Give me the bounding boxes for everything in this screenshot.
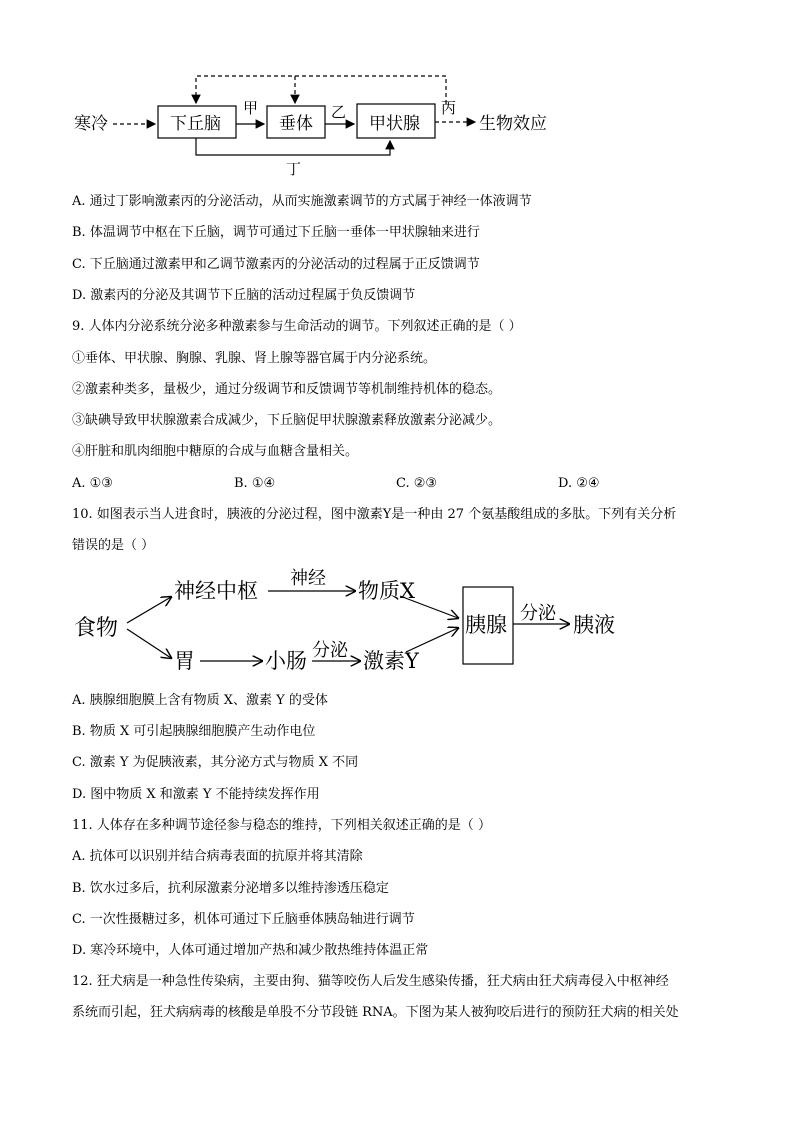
q11-stem: 11. 人体存在多种调节途径参与稳态的维持，下列相关叙述正确的是（ ）: [72, 818, 491, 833]
ding-label: 丁: [286, 160, 302, 178]
food-to-center-arrow: [127, 597, 171, 623]
q9-choice-c: C. ②③: [396, 476, 438, 491]
q10-option-d: D. 图中物质 X 和激素 Y 不能持续发挥作用: [72, 787, 320, 802]
intestine-label: 小肠: [265, 649, 307, 673]
q10-option-c: C. 激素 Y 为促胰液素，其分泌方式与物质 X 不同: [72, 755, 359, 770]
hypothalamus-label: 下丘脑: [170, 114, 221, 134]
q9-statement-3: ③缺碘导致甲状腺激素合成减少，下丘脑促甲状腺激素释放激素分泌减少。: [72, 413, 502, 428]
yi-label: 乙: [331, 103, 347, 121]
feedback-dashed-line: [196, 76, 446, 104]
pituitary-label: 垂体: [279, 114, 313, 134]
effect-label: 生物效应: [479, 114, 547, 134]
q9-choice-d: D. ②④: [558, 476, 600, 491]
food-label: 食物: [74, 616, 119, 641]
secrete2-label: 分泌: [520, 603, 556, 624]
ding-path: [196, 138, 390, 155]
q11-option-b: B. 饮水过多后，抗利尿激素分泌增多以维持渗透压稳定: [72, 881, 389, 896]
q8-option-b: B. 体温调节中枢在下丘脑，调节可通过下丘脑一垂体一甲状腺轴来进行: [72, 225, 480, 240]
q10-stem-line2: 错误的是（ ）: [72, 538, 155, 553]
q9-statement-1: ①垂体、甲状腺、胸腺、乳腺、肾上腺等器官属于内分泌系统。: [72, 351, 437, 366]
q11-option-d: D. 寒冷环境中，人体可通过增加产热和减少散热维持体温正常: [72, 943, 429, 958]
hpt-axis-diagram: [0, 0, 794, 185]
thyroid-label: 甲状腺: [369, 114, 420, 134]
q10-option-b: B. 物质 X 可引起胰腺细胞膜产生动作电位: [72, 724, 316, 739]
q9-choice-b: B. ①④: [234, 476, 276, 491]
q9-choice-a: A. ①③: [72, 476, 113, 491]
nerve-label: 神经: [290, 568, 326, 589]
q9-statement-2: ②激素种类多，量极少，通过分级调节和反馈调节等机制维持机体的稳态。: [72, 382, 502, 397]
food-to-stomach-arrow: [127, 629, 171, 658]
q8-option-d: D. 激素丙的分泌及其调节下丘脑的活动过程属于负反馈调节: [72, 288, 416, 303]
center-label: 神经中枢: [174, 579, 258, 603]
y-to-pancreas-arrow: [406, 628, 458, 652]
q10-option-a: A. 胰腺细胞膜上含有物质 X、激素 Y 的受体: [72, 693, 328, 708]
stomach-label: 胃: [174, 649, 195, 673]
substance-x-label: 物质X: [358, 579, 415, 603]
q9-stem: 9. 人体内分泌系统分泌多种激素参与生命活动的调节。下列叙述正确的是（ ）: [72, 319, 522, 334]
q8-option-a: A. 通过丁影响激素丙的分泌活动，从而实施激素调节的方式属于神经一体液调节: [72, 194, 532, 209]
juice-label: 胰液: [573, 613, 615, 637]
q11-option-c: C. 一次性摄糖过多，机体可通过下丘脑垂体胰岛轴进行调节: [72, 912, 415, 927]
hormone-y-label: 激素Y: [363, 649, 419, 673]
bing-label: 丙: [441, 99, 457, 117]
pancreas-diagram: [0, 560, 794, 690]
q11-option-a: A. 抗体可以识别并结合病毒表面的抗原并将其清除: [72, 849, 363, 864]
pancreas-label: 胰腺: [465, 613, 507, 637]
x-to-pancreas-arrow: [400, 596, 458, 618]
q8-option-c: C. 下丘脑通过激素甲和乙调节激素丙的分泌活动的过程属于正反馈调节: [72, 257, 480, 272]
q12-stem-line1: 12. 狂犬病是一种急性传染病，主要由狗、猫等咬伤人后发生感染传播，狂犬病由狂犬病毒侵入中枢神经: [72, 974, 669, 989]
cold-label: 寒冷: [74, 114, 108, 134]
q12-stem-line2: 系统而引起，狂犬病病毒的核酸是单股不分节段链 RNA。下图为某人被狗咬后进行的预防狂犬病的相关处: [72, 1005, 679, 1020]
q10-stem-line1: 10. 如图表示当人进食时，胰液的分泌过程，图中激素Y是一种由 27 个氨基酸组成的多肽。下列有关分析: [72, 507, 677, 522]
jia-label: 甲: [243, 99, 259, 117]
secrete1-label: 分泌: [312, 640, 348, 661]
q9-statement-4: ④肝脏和肌肉细胞中糖原的合成与血糖含量相关。: [72, 444, 359, 459]
